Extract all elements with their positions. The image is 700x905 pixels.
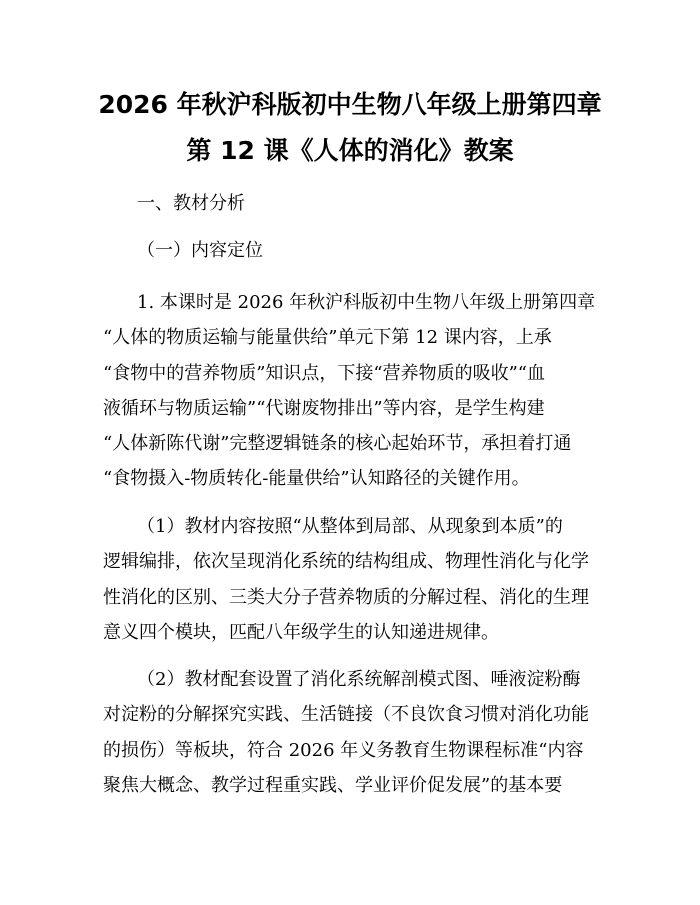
paragraph-line: “食物中的营养物质”知识点，下接“营养物质的吸收”“血 — [103, 362, 546, 384]
paragraph-line: 的损伤）等板块，符合 2026 年义务教育生物课程标准“内容 — [103, 739, 584, 761]
paragraph-textbook-arrangement — [103, 509, 603, 650]
paragraph-line: （2）教材配套设置了消化系统解剖模式图、唾液淀粉酶 — [137, 669, 581, 690]
paragraph-content-positioning — [103, 285, 603, 497]
paragraph-line: 意义四个模块，匹配八年级学生的认知递进规律。 — [103, 621, 499, 643]
paragraph-line: （1）教材内容按照“从整体到局部、从现象到本质”的 — [137, 516, 563, 537]
document-title-line-2: 第 12 课《人体的消化》教案 — [186, 136, 514, 165]
paragraph-line: “食物摄入-物质转化-能量供给”认知路径的关键作用。 — [103, 468, 530, 490]
paragraph-line: 聚焦大概念、教学过程重实践、学业评价促发展”的基本要 — [103, 774, 563, 796]
section-heading: 一、教材分析 — [137, 193, 245, 214]
paragraph-line: “人体的物质运输与能量供给”单元下第 12 课内容，上承 — [103, 327, 552, 349]
paragraph-line: “人体新陈代谢”完整逻辑链条的核心起始环节，承担着打通 — [103, 433, 572, 455]
paragraph-line: 1. 本课时是 2026 年秋沪科版初中生物八年级上册第四章 — [137, 292, 596, 313]
paragraph-line: 液循环与物质运输”“代谢废物排出”等内容，是学生构建 — [103, 397, 545, 419]
subsection-heading: （一）内容定位 — [137, 240, 263, 261]
paragraph-line: 逻辑编排，依次呈现消化系统的结构组成、物理性消化与化学 — [103, 551, 589, 573]
paragraph-textbook-resources — [103, 662, 603, 803]
document-title-line-1: 2026 年秋沪科版初中生物八年级上册第四章 — [98, 90, 602, 119]
paragraph-line: 对淀粉的分解探究实践、生活链接（不良饮食习惯对消化功能 — [103, 704, 589, 726]
paragraph-line: 性消化的区别、三类大分子营养物质的分解过程、消化的生理 — [103, 586, 589, 608]
